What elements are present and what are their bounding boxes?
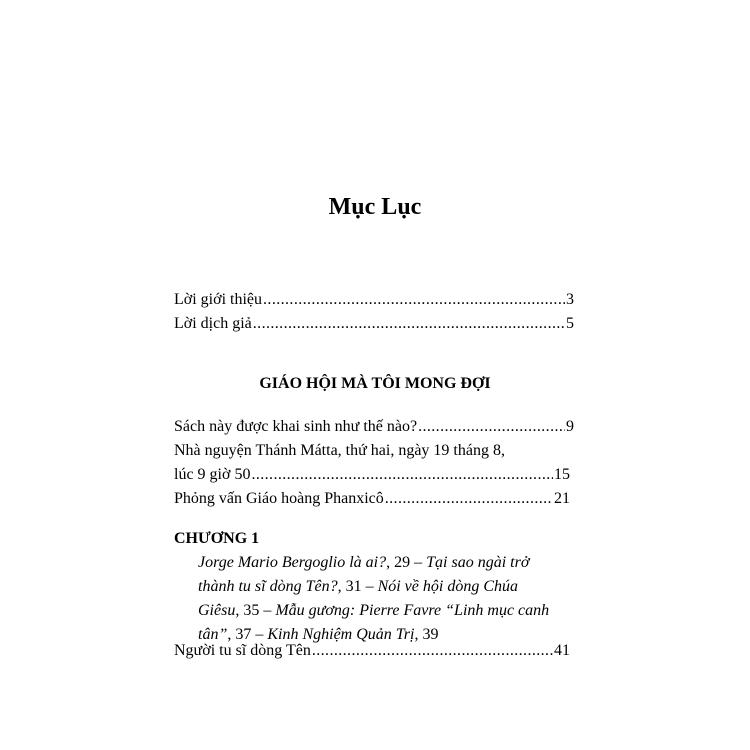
dot-leader (312, 639, 553, 663)
dot-leader (253, 312, 565, 336)
toc-entry-page: 9 (566, 418, 574, 435)
summary-topic: Giêsu (198, 602, 236, 619)
toc-entry-loi-gioi-thieu (174, 288, 574, 312)
chapter-heading: CHƯƠNG 1 (174, 530, 260, 547)
summary-line (198, 599, 578, 623)
summary-topic: tân” (198, 626, 228, 643)
toc-entry-page: 3 (566, 291, 574, 308)
summary-page: , 37 (227, 626, 252, 643)
summary-topic: – Mẫu gương: Pierre Favre “Linh mục canh (259, 602, 550, 619)
dot-leader (418, 415, 565, 439)
toc-entry-sach-nay (174, 415, 574, 439)
toc-entry-label: Sách này được khai sinh như thế nào? (174, 418, 418, 435)
toc-entry-label: Lời dịch giả (174, 315, 252, 332)
toc-entry-label: Phỏng vấn Giáo hoàng Phanxicô (174, 490, 384, 507)
dot-leader (263, 288, 565, 312)
dot-leader (385, 487, 553, 511)
summary-page: , 29 (386, 554, 411, 571)
toc-entry-loi-dich-gia (174, 312, 574, 336)
toc-entry-label: lúc 9 giờ 50 (174, 466, 251, 483)
summary-page: , 39 (414, 626, 439, 643)
toc-entry-label: Người tu sĩ dòng Tên (174, 642, 311, 659)
page-title: Mục Lục (328, 194, 422, 220)
toc-entry-page: 5 (566, 315, 574, 332)
summary-topic: – Nói về hội dòng Chúa (361, 578, 518, 595)
toc-entry-label-line1: Nhà nguyện Thánh Mátta, thứ hai, ngày 19 tháng 8, (174, 442, 505, 459)
summary-line (198, 575, 578, 599)
toc-entry-nha-nguyen (174, 463, 570, 487)
toc-entry-page: 15 (554, 466, 570, 483)
summary-topic: – Kinh Nghiệm Quản Trị (251, 626, 415, 643)
summary-topic: – Tại sao ngài trở (410, 554, 530, 571)
section-heading: GIÁO HỘI MÀ TÔI MONG ĐỢI (259, 375, 491, 392)
chapter-summary (198, 551, 578, 647)
summary-line (198, 551, 578, 575)
toc-entry-page: 41 (554, 642, 570, 659)
toc-entry-label: Lời giới thiệu (174, 291, 263, 308)
toc-entry-phong-van (174, 487, 570, 511)
summary-topic: Jorge Mario Bergoglio là ai? (198, 554, 387, 571)
summary-topic: thành tu sĩ dòng Tên? (198, 578, 338, 595)
summary-page: , 35 (235, 602, 260, 619)
dot-leader (251, 463, 553, 487)
summary-page: , 31 (337, 578, 362, 595)
toc-entry-page: 21 (554, 490, 570, 507)
toc-entry-nguoi-tu-si (174, 639, 570, 663)
